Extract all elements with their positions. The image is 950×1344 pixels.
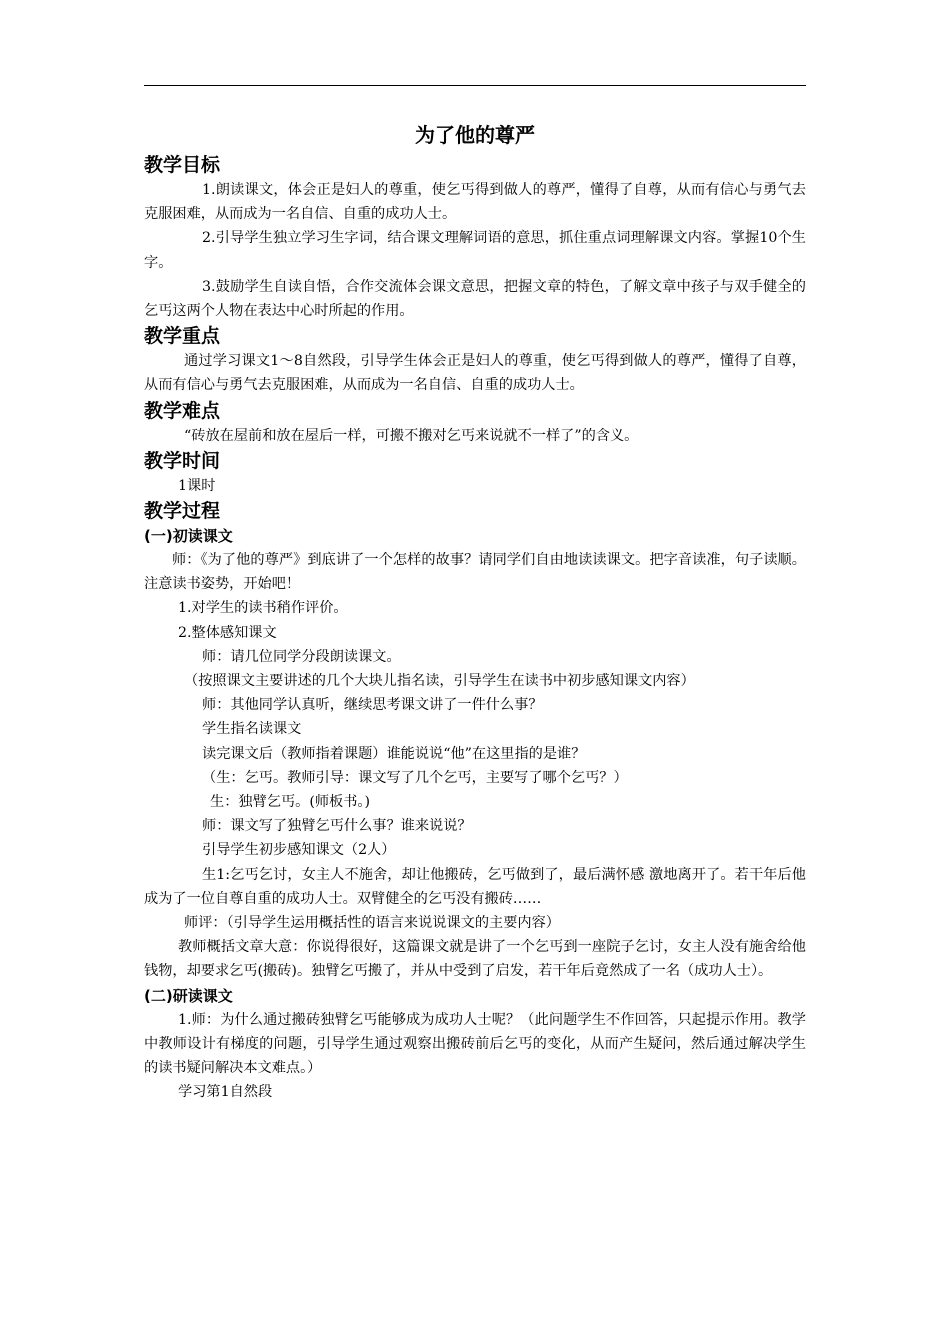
- process-line: 师：课文写了独臂乞丐什么事？谁来说说？: [202, 818, 472, 835]
- process-line: 学生指名读课文: [202, 721, 302, 738]
- subheading-close-reading: (二)研读课文: [144, 986, 233, 1005]
- goal-item: 1.朗读课文，体会正是妇人的尊重，使乞丐得到做人的尊严，懂得了自尊，从而有信心与勇气去克服困难，从而成为一名自信、自重的成功人士。: [144, 182, 806, 223]
- process-line: （按照课文主要讲述的几个大块儿指名读，引导学生在读书中初步感知课文内容）: [184, 673, 695, 690]
- process-line: 引导学生初步感知课文（2人）: [202, 842, 396, 859]
- process-line: 教师概括文章大意：你说得很好，这篇课文就是讲了一个乞丐到一座院子乞讨，女主人没有施舍给他钱物，却要求乞丐(搬砖)。独臂乞丐搬了，并从中受到了启发，若干年后竟然成了一名（成功人士）。: [144, 939, 806, 980]
- process-line: 师：其他同学认真听，继续思考课文讲了一件什么事？: [202, 697, 543, 714]
- heading-time: 教学时间: [144, 449, 221, 472]
- header-rule: [144, 85, 806, 86]
- time-text: 1课时: [178, 477, 216, 494]
- heading-goals: 教学目标: [144, 154, 221, 176]
- process-line: 师：《为了他的尊严》到底讲了一个怎样的故事？请同学们自由地读读课文。把字音读准，句子读顺。注意读书姿势，开始吧！: [144, 552, 806, 593]
- process-line: 生1:乞丐乞讨，女主人不施舍，却让他搬砖，乞丐做到了，最后满怀感 激地离开了。若干年后他成为了一位自尊自重的成功人士。双臂健全的乞丐没有搬砖……: [144, 866, 806, 907]
- process-line: 1.对学生的读书稍作评价。: [178, 600, 348, 617]
- difficulties-text: “砖放在屋前和放在屋后一样，可搬不搬对乞丐来说就不一样了”的含义。: [184, 427, 639, 444]
- goal-item: 3.鼓励学生自读自悟，合作交流体会课文意思，把握文章的特色，了解文章中孩子与双手健全的乞丐这两个人物在表达中心时所起的作用。: [144, 278, 806, 320]
- process-line: 1.师：为什么通过搬砖独臂乞丐能够成为成功人士呢？（此问题学生不作回答，只起提示作用。教学中教师设计有梯度的问题，引导学生通过观察出搬砖前后乞丐的变化，从而产生疑问，然后通过解决学生的读书疑问解决本文难点。）: [144, 1011, 806, 1077]
- process-line: 师评：（引导学生运用概括性的语言来说说课文的主要内容）: [184, 915, 560, 932]
- process-line: 学习第1自然段: [178, 1084, 273, 1101]
- document-title: 为了他的尊严: [415, 123, 535, 147]
- heading-difficulties: 教学难点: [144, 399, 221, 422]
- process-line: 生：独臂乞丐。(师板书。): [210, 794, 371, 811]
- goal-item: 2.引导学生独立学习生字词，结合课文理解词语的意思，抓住重点词理解课文内容。掌握10个生字。: [144, 230, 806, 271]
- heading-process: 教学过程: [144, 500, 221, 523]
- process-line: （生：乞丐。教师引导：课文写了几个乞丐，主要写了哪个乞丐？）: [202, 769, 628, 786]
- key-points-text: 通过学习课文1～8自然段，引导学生体会正是妇人的尊重，使乞丐得到做人的尊严，懂得了自尊，从而有信心与勇气去克服困难，从而成为一名自信、自重的成功人士。: [144, 353, 806, 394]
- process-line: 师：请几位同学分段朗读课文。: [202, 648, 401, 665]
- process-line: 读完课文后（教师指着课题）谁能说说“他”在这里指的是谁？: [202, 745, 586, 762]
- document-body: [144, 118, 806, 1105]
- subheading-first-reading: (一)初读课文: [144, 527, 233, 546]
- process-line: 2.整体感知课文: [178, 624, 277, 641]
- heading-key-points: 教学重点: [144, 325, 221, 348]
